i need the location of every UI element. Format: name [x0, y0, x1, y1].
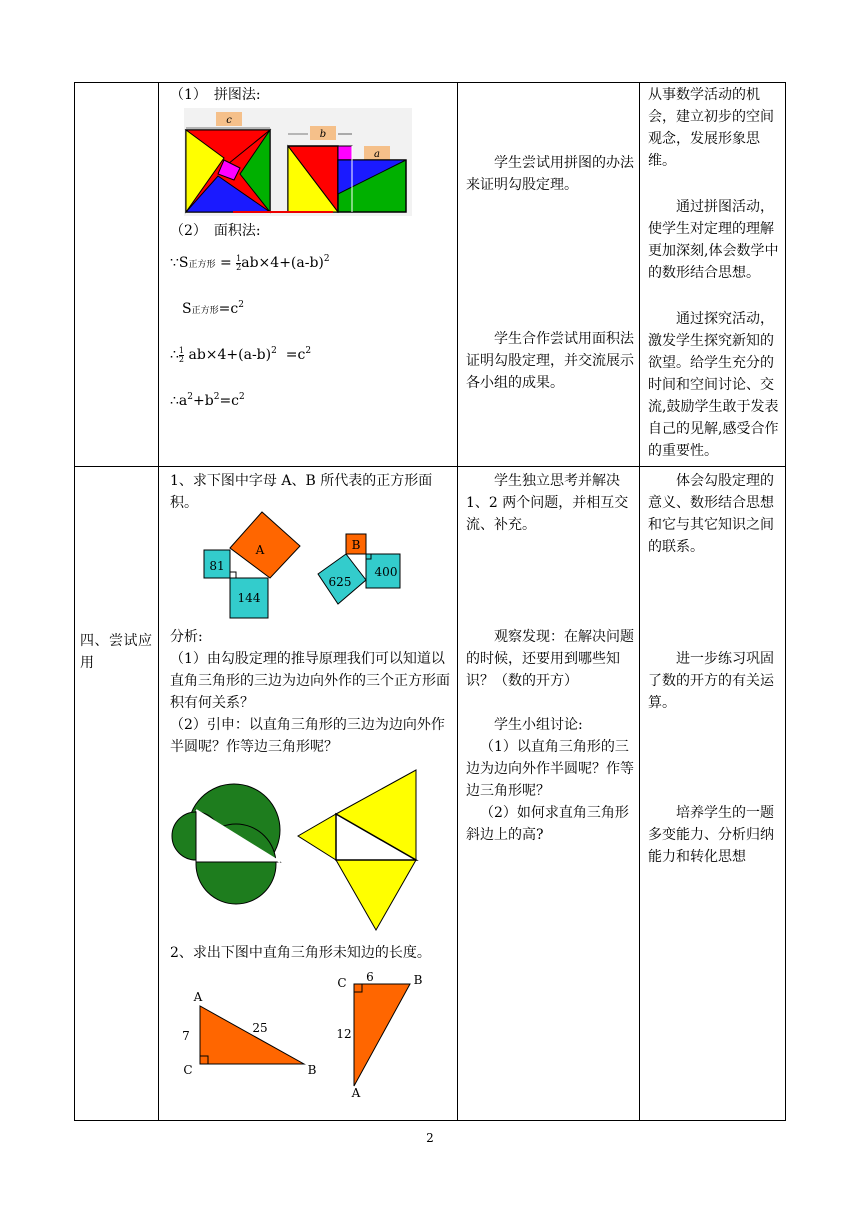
purpose-text-1: 从事数学活动的机会，建立初步的空间观念，发展形象思维。 [648, 87, 774, 169]
student-text-observe: 观察发现：在解决问题的时候，还要用到哪些知识？（数的开方） [466, 629, 634, 689]
student-text-area: 学生合作尝试用面积法证明勾股定理，并交流展示各小组的成果。 [466, 331, 634, 391]
formula-text: ∴ [170, 347, 179, 363]
label-c: c [226, 115, 232, 126]
formula-text: = [219, 255, 232, 271]
purpose-text-5: 进一步练习巩固了数的开方的有关运算。 [648, 651, 774, 711]
label-400: 400 [374, 565, 398, 579]
analysis-title: 分析: [170, 629, 203, 645]
label-B: B [351, 538, 361, 552]
question-2: 2、求出下图中直角三角形未知边的长度。 [170, 945, 431, 961]
purpose-text-4: 体会勾股定理的意义、数形结合思想和它与其它知识之间的联系。 [648, 473, 774, 555]
semicircle-triangle-figure [170, 766, 430, 934]
student-text-q2: （2）如何求直角三角形斜边上的高? [466, 805, 629, 843]
analysis-2: （2）引申：以直角三角形的三边为边向外作半圆呢？作等边三角形呢？ [170, 717, 445, 755]
formula-superscript: 2 [239, 392, 245, 402]
page-number: 2 [426, 1131, 434, 1145]
formula-text: ab×4+(a-b) [241, 255, 324, 271]
purpose-text-6: 培养学生的一题多变能力、分析归纳能力和转化思想 [648, 805, 774, 865]
label-a: a [374, 149, 380, 160]
label-A: A [193, 990, 203, 1004]
label-A: A [351, 1086, 361, 1100]
formula-text: ∴a [170, 393, 188, 409]
formula-subscript: 正方形 [191, 306, 219, 316]
fraction-half: $\frac{1}{2}$ [178, 345, 185, 364]
stage-cell-empty [75, 83, 159, 467]
formula-text: =c [219, 393, 240, 409]
purpose-text-3: 通过探究活动，激发学生探究新知的欲望。给学生充分的时间和空间讨论、交流,鼓励学生敢于发表自己的见解,感受合作的重要性。 [648, 311, 779, 459]
right-triangles-figure [178, 968, 448, 1100]
formula-2 [182, 298, 244, 322]
formula-superscript: 2 [305, 346, 312, 356]
analysis-1: （1）由勾股定理的推导原理我们可以知道以直角三角形的三边为边向外作的三个正方形面积有何关系？ [170, 651, 450, 711]
label-6: 6 [366, 970, 374, 984]
formula-text: S [182, 301, 192, 317]
question-1: 1、求下图中字母 A、B 所代表的正方形面积。 [170, 473, 433, 511]
student-text-discuss: 学生小组讨论: [494, 717, 583, 733]
label-144: 144 [237, 591, 261, 605]
formula-text: =c [285, 347, 306, 363]
formula-subscript: 正方形 [188, 260, 216, 270]
label-C: C [337, 976, 347, 990]
label-81: 81 [209, 559, 225, 573]
student-cell-proof [457, 83, 639, 467]
formula-superscript: 2 [213, 392, 220, 402]
formula-text: +b [193, 393, 214, 409]
label-B: B [307, 1063, 317, 1077]
label-B: B [413, 973, 423, 987]
formula-text: ab×4+(a-b) [188, 347, 272, 363]
label-25: 25 [252, 1021, 268, 1035]
label-7: 7 [182, 1029, 190, 1043]
stage-label: 四、尝试应用 [80, 633, 152, 671]
formula-1 [170, 252, 330, 276]
squares-figure [190, 510, 430, 622]
label-625: 625 [328, 575, 352, 589]
formula-3 [170, 344, 311, 368]
formula-superscript: 2 [187, 392, 193, 402]
label-C: C [183, 1063, 193, 1077]
purpose-text-2: 通过拼图活动，使学生对定理的理解更加深刻,体会数学中的数形结合思想。 [648, 199, 779, 281]
label-12: 12 [336, 1027, 352, 1041]
fraction-half: $\frac{1}{2}$ [236, 253, 242, 272]
puzzle-figure [184, 108, 412, 216]
formula-superscript: 2 [238, 300, 244, 310]
stage-cell-apply [75, 467, 159, 1121]
student-text-q1: （1）以直角三角形的三边为边向外作半圆呢？作等边三角形呢？ [466, 739, 634, 799]
student-text-puzzle: 学生尝试用拼图的办法来证明勾股定理。 [466, 155, 634, 193]
label-b: b [319, 129, 327, 140]
student-text-solve: 学生独立思考并解决 1、2 两个问题，并相互交流、补充。 [466, 473, 629, 533]
formula-text: =c [218, 301, 239, 317]
formula-superscript: 2 [323, 254, 330, 264]
formula-4 [170, 390, 245, 414]
underline-mark [233, 211, 333, 213]
label-A: A [255, 543, 265, 557]
method2-label: （2） 面积法: [170, 223, 261, 239]
method1-label: （1） 拼图法: [170, 87, 261, 103]
formula-superscript: 2 [271, 346, 277, 356]
purpose-cell-apply [639, 467, 785, 1121]
formula-text: ∵S [170, 255, 189, 271]
